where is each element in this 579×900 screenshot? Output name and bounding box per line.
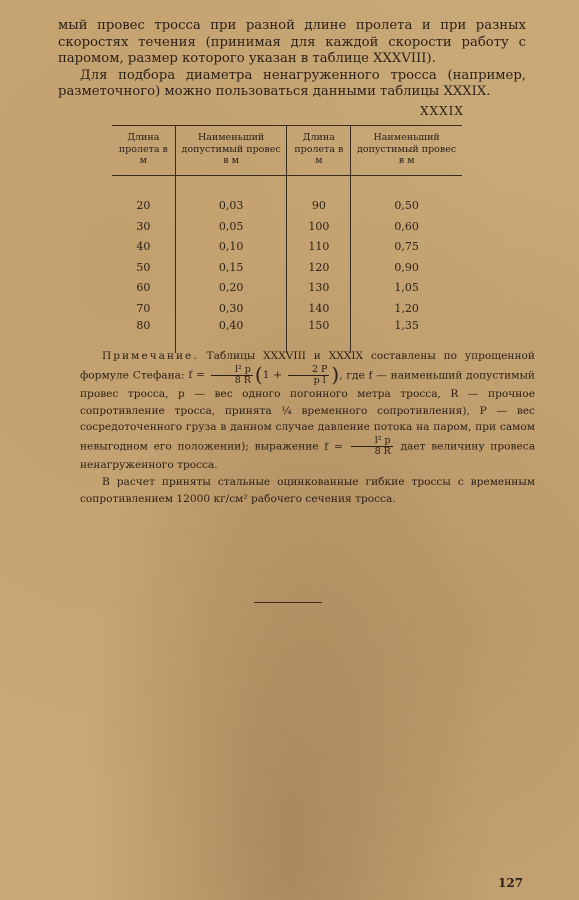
table-cell: 1,20: [394, 301, 419, 315]
close-paren: ): [331, 362, 340, 387]
note-text-2: , где f — наименьший допустимый провес тросса, p — вес одного погонного метра тросса, R — прочное сопротивление тросса, принята ¼ временного сопротивления), P — вес сосредоточенного груза в данном случае давление потока на паром, при самом невыгодном его положении); выражение: [80, 369, 535, 453]
table-row: [112, 298, 462, 319]
table-row: [112, 257, 462, 278]
note-text-1: Таблицы XXXVIII и XXXIX составлены по упрощенной формуле Стефана:: [80, 350, 535, 382]
col-header-sag-1: Наименьший допустимый провес в м: [175, 126, 287, 176]
col-header-sag-2: Наименьший допустимый провес в м: [351, 126, 462, 176]
formula-stefan: [188, 362, 340, 387]
table-cell: 120: [287, 257, 351, 278]
formula-one-plus: 1 +: [262, 369, 283, 382]
table-cell: 0,20: [175, 278, 287, 299]
table-row: [112, 196, 462, 217]
note-text-3: дает величину провеса ненагруженного тросса.: [80, 440, 536, 472]
fraction-denominator: p l: [313, 374, 326, 386]
formula-lhs: f =: [188, 369, 205, 382]
table-cell: 0,75: [394, 240, 419, 254]
table-row: [112, 237, 462, 258]
note-label: Примечание.: [102, 350, 199, 362]
body-text: [58, 18, 526, 101]
table-cell: 130: [287, 278, 351, 299]
table-note: [80, 348, 535, 508]
data-table: [112, 125, 462, 353]
table-cell: 0,15: [175, 257, 287, 278]
table-cell: 90: [287, 196, 351, 217]
table-cell: 0,50: [394, 199, 419, 213]
open-paren: (: [254, 362, 263, 387]
table-cell: 50: [112, 257, 175, 278]
formula-lhs: f =: [324, 440, 343, 453]
fraction-denominator: 8 R: [234, 374, 251, 386]
table-cell: 110: [287, 237, 351, 258]
fraction-numerator: l² p: [351, 436, 393, 447]
note-paragraph-1: [80, 348, 535, 474]
table-cell: 80: [112, 319, 175, 353]
table-number: XXXIX: [420, 104, 464, 118]
table-cell: 0,30: [175, 298, 287, 319]
table-cell: 100: [287, 216, 351, 237]
formula-unloaded: [324, 435, 400, 458]
paragraph-2: Для подбора диаметра ненагруженного тросса (например, разметочного) можно пользоваться данными таблицы XXXIX.: [58, 67, 526, 99]
formula-fraction-3: [351, 436, 393, 457]
table-cell: 0,90: [394, 260, 419, 274]
table-cell: 140: [287, 298, 351, 319]
table-cell: 0,40: [175, 319, 287, 353]
table-cell: 0,05: [175, 216, 287, 237]
fraction-numerator: 2 P: [288, 365, 329, 376]
table-cell: 0,60: [394, 219, 419, 233]
formula-fraction-2: [288, 365, 329, 386]
table-cell: 20: [112, 196, 175, 217]
section-divider: [254, 602, 322, 603]
table-row: [112, 216, 462, 237]
note-paragraph-2: В расчет приняты стальные оцинкованные гибкие троссы с временным сопротивлением 12000 кг/см² рабочего сечения тросса.: [80, 475, 535, 505]
table-cell: 1,35: [394, 318, 419, 332]
table-cell: 60: [112, 278, 175, 299]
table-row: [112, 278, 462, 299]
table-spacer-row: [112, 175, 462, 196]
fraction-denominator: 8 R: [374, 446, 391, 458]
table-cell: 40: [112, 237, 175, 258]
table-cell: 150: [287, 319, 351, 353]
paragraph-1: мый провес тросса при разной длине пролета и при разных скоростях течения (принимая для каждой скорости работу с паромом, размер которого указан в таблице XXXVIII).: [58, 18, 526, 66]
table-header-row: [112, 126, 462, 176]
table-cell: 1,05: [394, 281, 419, 295]
fraction-numerator: l² p: [211, 365, 253, 376]
page-number: 127: [498, 876, 524, 890]
col-header-length-2: Длина пролета в м: [287, 126, 351, 176]
table-cell: 70: [112, 298, 175, 319]
formula-fraction-1: [211, 365, 253, 386]
col-header-length-1: Длина пролета в м: [112, 126, 175, 176]
table-cell: 0,03: [175, 196, 287, 217]
table-cell: 30: [112, 216, 175, 237]
table-cell: 0,10: [175, 237, 287, 258]
